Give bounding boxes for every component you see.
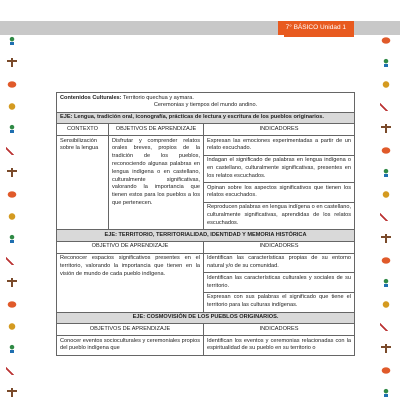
totem-icon	[380, 234, 392, 243]
objetivo1-cell: Disfrutar y comprender relatos orales breves, propios de la tradición de los pueblos, reconociendo algunas palabras en lengua indígena o en castellano, culturalmente significativas, valorando la importancia que tienen estos para los pueblos a los que pertenecen.	[109, 136, 204, 230]
indicador-1-1: Expresan las emociones experimentadas a partir de un relato escuchado.	[204, 136, 355, 156]
totem-icon	[6, 58, 18, 67]
person-icon	[6, 234, 18, 243]
header-row-3	[57, 324, 355, 336]
sun-icon	[6, 102, 18, 111]
col-objetivos: OBJETIVOS DE APRENDIZAJE	[109, 124, 204, 136]
bird-icon	[380, 146, 392, 155]
indicador-1-2: Indagan el significado de palabras en lengua indígena o en castellano, culturalmente significativas, presentes en los relatos escuchados.	[204, 155, 355, 182]
person-icon	[380, 58, 392, 67]
indicador-3-1: Identifican los eventos y ceremonias relacionadas con la espiritualidad de su pueblo en su territorio o	[204, 336, 355, 356]
eje2-heading: EJE: TERRITORIO, TERRITORIALIDAD, IDENTIDAD Y MEMORIA HISTÓRICA	[57, 230, 355, 242]
col-indicadores-3: INDICADORES	[204, 324, 355, 336]
indicador-2-3: Expresan con sus palabras el significado que tiene el territorio para las culturas indígenas.	[204, 292, 355, 312]
person-icon	[380, 388, 392, 397]
col-contexto: CONTEXTO	[57, 124, 109, 136]
person-icon	[380, 278, 392, 287]
curriculum-table	[56, 92, 355, 356]
col-objetivo: OBJETIVO DE APRENDIZAJE	[57, 241, 204, 253]
eje2-row	[57, 230, 355, 242]
indicador-1-3: Opinan sobre los aspectos significativos que tienen los relatos escuchados.	[204, 183, 355, 203]
indicador-2-2: Identifican las características culturales y sociales de su territorio.	[204, 273, 355, 293]
col-indicadores-2: INDICADORES	[204, 241, 355, 253]
animal-icon	[6, 146, 18, 155]
eje1-heading: EJE: Lengua, tradición oral, iconografía, prácticas de lectura y escritura de los pueblos originarios.	[57, 112, 355, 124]
objetivo2-cell: Reconocer espacios significativos presentes en el territorio, valorando la importancia que tienen en la visión de mundo de cada pueblo indígena.	[57, 253, 204, 312]
person-icon	[6, 344, 18, 353]
contenidos-ceremonias: Ceremonias y tiempos del mundo andino.	[153, 102, 258, 109]
animal-icon	[6, 366, 18, 375]
bird-icon	[6, 80, 18, 89]
sun-icon	[380, 80, 392, 89]
totem-icon	[6, 388, 18, 397]
eje3-row	[57, 312, 355, 324]
indicador-1-4: Reproducen palabras en lengua indígena o en castellano, culturalmente significativas, aprendidas de los relatos escuchados.	[204, 202, 355, 229]
col-objetivos-3: OBJETIVOS DE APRENDIZAJE	[57, 324, 204, 336]
animal-icon	[380, 212, 392, 221]
right-decorative-border	[378, 36, 396, 400]
person-icon	[6, 36, 18, 45]
eje3-heading: EJE: COSMOVISIÓN DE LOS PUEBLOS ORIGINARIOS.	[57, 312, 355, 324]
unit-label: 7° BÁSICO Unidad 1	[278, 21, 354, 35]
totem-icon	[6, 278, 18, 287]
contenidos-row	[57, 93, 355, 113]
contexto-cell: Sensibilización sobre la lengua	[57, 136, 109, 230]
bird-icon	[6, 190, 18, 199]
table-row	[57, 336, 355, 356]
unit-tab-underline	[284, 35, 354, 37]
animal-icon	[380, 102, 392, 111]
eje1-row	[57, 112, 355, 124]
bird-icon	[380, 366, 392, 375]
contenidos-territorio: Territorio quechua y aymara.	[123, 94, 194, 101]
left-decorative-border	[4, 36, 22, 400]
header-row-1	[57, 124, 355, 136]
header-row-2	[57, 241, 355, 253]
table-row	[57, 136, 355, 156]
person-icon	[6, 124, 18, 133]
objetivo3-cell: Conocer eventos socioculturales y ceremoniales propios del pueblo indígena que	[57, 336, 204, 356]
sun-icon	[380, 190, 392, 199]
bird-icon	[380, 36, 392, 45]
totem-icon	[380, 344, 392, 353]
contenidos-label: Contenidos Culturales:	[60, 94, 122, 101]
bird-icon	[6, 300, 18, 309]
animal-icon	[380, 322, 392, 331]
totem-icon	[380, 124, 392, 133]
animal-icon	[6, 256, 18, 265]
sun-icon	[6, 212, 18, 221]
col-indicadores: INDICADORES	[204, 124, 355, 136]
indicador-2-1: Identifican las características propias de su entorno natural y/o de su comunidad.	[204, 253, 355, 273]
totem-icon	[6, 168, 18, 177]
bird-icon	[380, 256, 392, 265]
person-icon	[380, 168, 392, 177]
sun-icon	[380, 300, 392, 309]
sun-icon	[6, 322, 18, 331]
table-row	[57, 253, 355, 273]
